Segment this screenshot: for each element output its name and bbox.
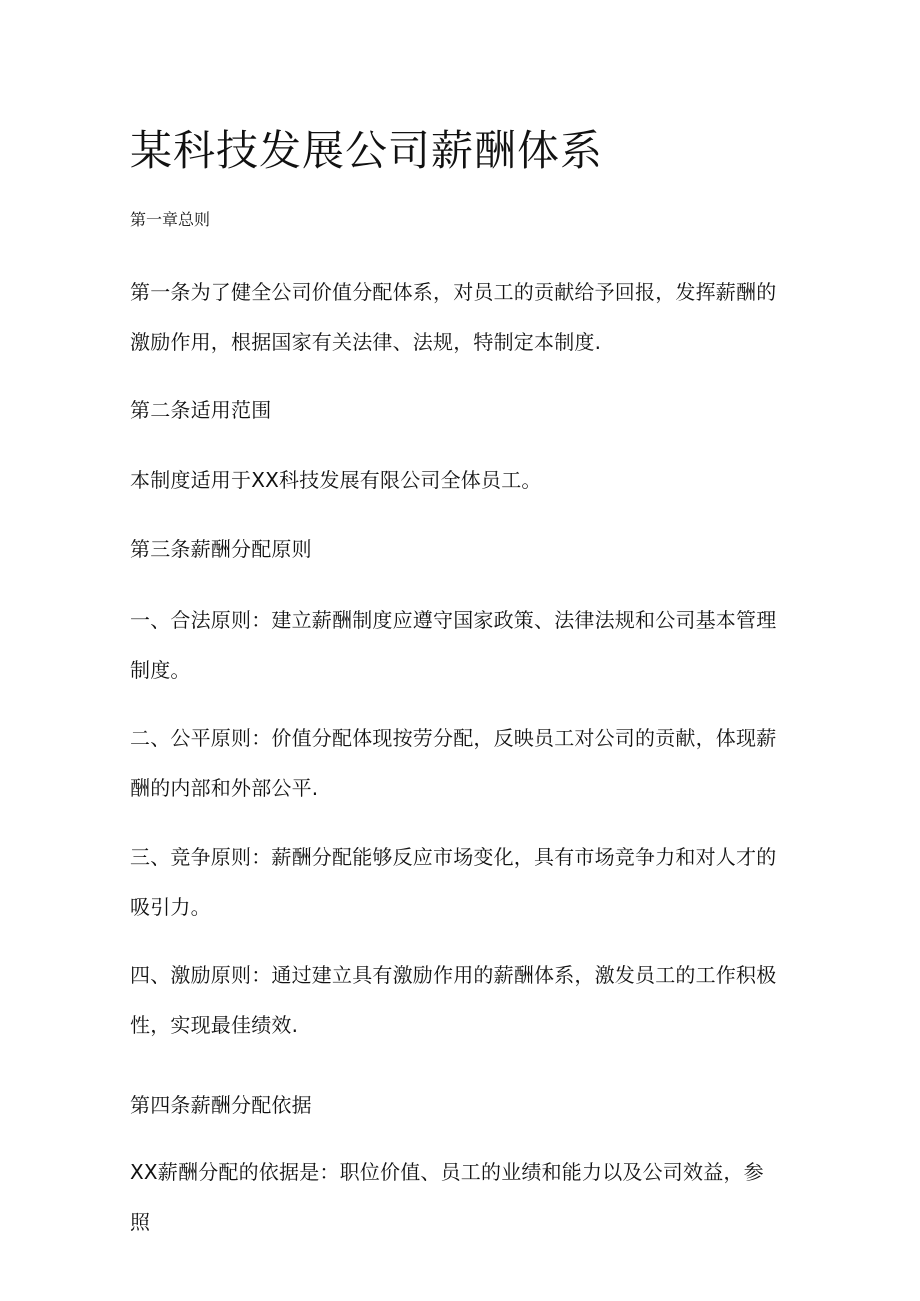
article-4-heading: 第四条薪酬分配依据 (130, 1093, 312, 1117)
article-1-paragraph: 第一条为了健全公司价值分配体系，对员工的贡献给予回报，发挥薪酬的激励作用，根据国家有关法律、法规，特制定本制度. (130, 280, 777, 354)
chapter-heading: 第一章总则 (130, 210, 211, 229)
principle-competition-paragraph: 三、竞争原则：薪酬分配能够反应市场变化，具有市场竞争力和对人才的吸引力。 (130, 845, 777, 919)
article-3-heading: 第三条薪酬分配原则 (130, 537, 312, 561)
document-title: 某科技发展公司薪酬体系 (130, 126, 604, 175)
article-2-heading: 第二条适用范围 (130, 398, 272, 422)
scope-paragraph: 本制度适用于XX科技发展有限公司全体员工。 (130, 468, 542, 492)
principle-incentive-paragraph: 四、激励原则：通过建立具有激励作用的薪酬体系，激发员工的工作积极性，实现最佳绩效. (130, 963, 777, 1037)
distribution-basis-paragraph: XX薪酬分配的依据是：职位价值、员工的业绩和能力以及公司效益，参照 (130, 1160, 764, 1234)
principle-fairness-paragraph: 二、公平原则：价值分配体现按劳分配，反映员工对公司的贡献，体现薪酬的内部和外部公平. (130, 726, 777, 800)
principle-legal-paragraph: 一、合法原则：建立薪酬制度应遵守国家政策、法律法规和公司基本管理制度。 (130, 608, 777, 682)
